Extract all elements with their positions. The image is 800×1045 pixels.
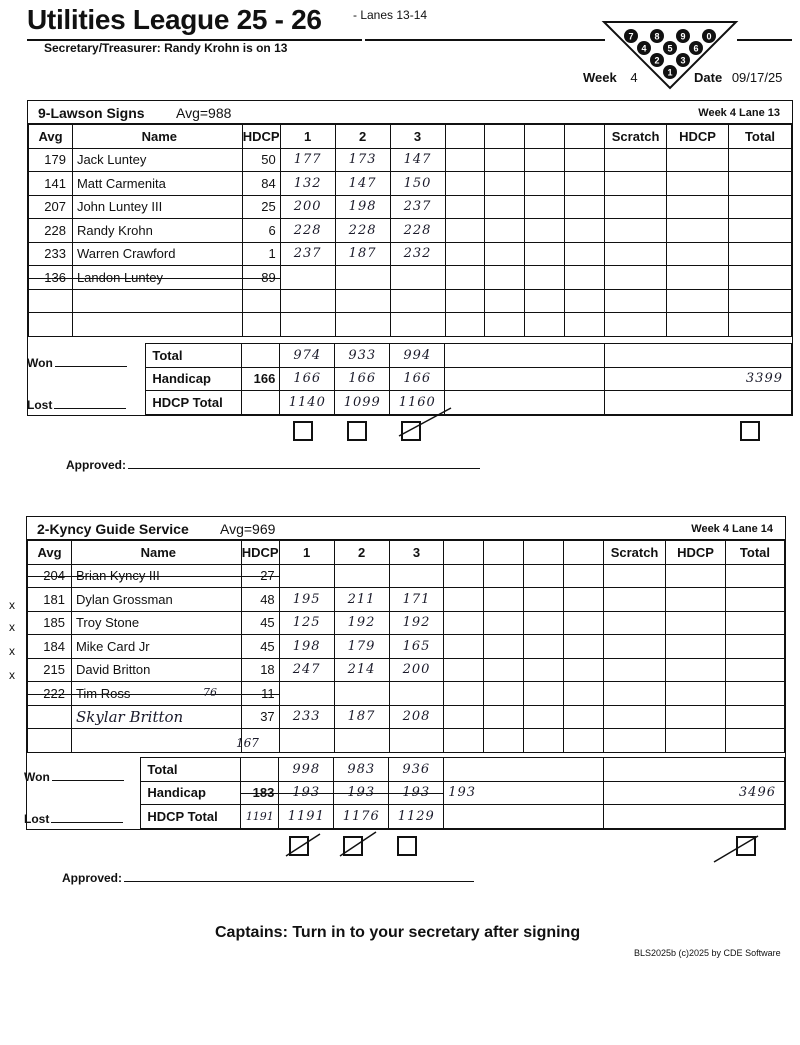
team1-handicap-value: 166 xyxy=(242,367,280,391)
player-avg: 228 xyxy=(29,219,73,243)
team1-hdcptotal-g1: 1140 xyxy=(280,391,335,415)
player-row xyxy=(29,219,792,243)
player-avg xyxy=(28,705,72,729)
player-game2 xyxy=(334,682,389,706)
team2-hdcptotal-g1: 1191 xyxy=(279,805,334,829)
team2-hdcp-total-row xyxy=(27,805,785,829)
secretary-note: Secretary/Treasurer: Randy Krohn is on 13 xyxy=(44,41,288,55)
player-game1: 237 xyxy=(280,242,335,266)
player-row xyxy=(28,588,785,612)
player-game2: 173 xyxy=(335,148,390,172)
team2-column-headers xyxy=(28,541,785,565)
player-game1: 177 xyxy=(280,148,335,172)
week-value: 4 xyxy=(630,70,638,85)
player-row xyxy=(28,682,785,706)
team1-total-checkbox[interactable] xyxy=(740,421,760,441)
margin-x-mark: x xyxy=(9,644,15,658)
team2-total-row xyxy=(27,758,785,782)
team1-total-g2: 933 xyxy=(335,344,390,368)
col-hdcp: HDCP xyxy=(241,541,279,565)
team1-grand-total: 3399 xyxy=(605,367,792,391)
team1-game1-checkbox[interactable] xyxy=(293,421,313,441)
pin-number: 1 xyxy=(667,67,673,78)
player-hdcp: 89 xyxy=(242,266,280,290)
team1-header xyxy=(28,101,792,124)
team1-avg: Avg=988 xyxy=(176,105,232,121)
team2-lost xyxy=(24,812,123,826)
player-game3 xyxy=(389,682,444,706)
col-scratch: Scratch xyxy=(604,541,666,565)
player-game3: 200 xyxy=(389,658,444,682)
date-label: Date xyxy=(694,70,723,85)
player-name: Troy Stone xyxy=(71,611,241,635)
player-hdcp: 6 xyxy=(242,219,280,243)
handicap-label: Handicap xyxy=(141,781,241,805)
approved-signature-line[interactable] xyxy=(128,468,480,469)
team1-name: 9-Lawson Signs xyxy=(38,105,145,121)
pin-number: 4 xyxy=(641,43,647,54)
player-game2: 214 xyxy=(334,658,389,682)
team2-hdcptotal-g3: 1129 xyxy=(389,805,444,829)
player-game1 xyxy=(279,564,334,588)
software-credit: BLS2025b (c)2025 by CDE Software xyxy=(634,948,781,958)
approved-label: Approved: xyxy=(62,871,122,885)
handwritten-note: 167 xyxy=(236,736,259,750)
player-game2: 228 xyxy=(335,219,390,243)
player-hdcp: 1 xyxy=(242,242,280,266)
player-game1: 198 xyxy=(279,635,334,659)
player-game1: 132 xyxy=(280,172,335,196)
team1-handicap-row xyxy=(28,367,792,391)
col-total: Total xyxy=(725,541,784,565)
player-row xyxy=(28,611,785,635)
lanes-label: - Lanes 13-14 xyxy=(353,8,428,22)
lost-label: Lost xyxy=(24,812,50,826)
player-game3 xyxy=(390,266,445,290)
team2-avg: Avg=969 xyxy=(220,521,276,537)
pin-number: 6 xyxy=(693,43,699,54)
player-row xyxy=(29,172,792,196)
player-hdcp: 37 xyxy=(241,705,279,729)
player-hdcp: 27 xyxy=(241,564,279,588)
player-game2: 187 xyxy=(335,242,390,266)
player-row xyxy=(28,658,785,682)
team1-sheet xyxy=(27,100,793,416)
date-header xyxy=(694,70,782,85)
team2-hdcp-g3: 193 xyxy=(389,781,444,805)
check-mark-icon xyxy=(280,826,410,862)
player-hdcp: 48 xyxy=(241,588,279,612)
player-avg: 204 xyxy=(28,564,72,588)
col-game3: 3 xyxy=(389,541,444,565)
player-hdcp: 45 xyxy=(241,611,279,635)
pin-number: 5 xyxy=(667,43,673,54)
hdcp-total-label: HDCP Total xyxy=(141,805,241,829)
player-row xyxy=(29,313,792,337)
team2-hdcptotal-g2: 1176 xyxy=(334,805,389,829)
team1-hdcp-g2: 166 xyxy=(335,367,390,391)
col-hdcp: HDCP xyxy=(242,125,280,149)
team2-header xyxy=(27,517,785,540)
team2-sheet xyxy=(26,516,786,830)
team2-hdcp-extra: 193 xyxy=(444,781,604,805)
player-game3: 192 xyxy=(389,611,444,635)
player-name: Randy Krohn xyxy=(72,219,242,243)
player-name: Matt Carmenita xyxy=(72,172,242,196)
player-game3: 147 xyxy=(390,148,445,172)
approved-signature-line[interactable] xyxy=(124,881,474,882)
player-avg: 215 xyxy=(28,658,72,682)
player-name: Jack Luntey xyxy=(72,148,242,172)
check-mark-icon xyxy=(710,830,766,866)
player-game2 xyxy=(334,564,389,588)
won-line[interactable] xyxy=(55,366,127,367)
team2-name: 2-Kyncy Guide Service xyxy=(37,521,189,537)
col-hdcp-total: HDCP xyxy=(667,125,729,149)
player-game2: 187 xyxy=(334,705,389,729)
player-game1 xyxy=(280,266,335,290)
team2-grand-total: 3496 xyxy=(604,781,785,805)
col-game3: 3 xyxy=(390,125,445,149)
check-mark-icon xyxy=(395,404,457,440)
player-game1: 233 xyxy=(279,705,334,729)
team2-score-grid xyxy=(27,540,785,753)
player-game1: 247 xyxy=(279,658,334,682)
player-avg: 184 xyxy=(28,635,72,659)
team1-score-grid xyxy=(28,124,792,337)
player-game2: 179 xyxy=(334,635,389,659)
player-hdcp: 25 xyxy=(242,195,280,219)
player-game3: 165 xyxy=(389,635,444,659)
won-label: Won xyxy=(27,356,53,370)
league-title: Utilities League 25 - 26 xyxy=(27,4,322,35)
team2-total-g3: 936 xyxy=(389,758,444,782)
player-avg: 179 xyxy=(29,148,73,172)
player-row xyxy=(28,705,785,729)
team1-hdcp-g3: 166 xyxy=(390,367,445,391)
player-game1: 195 xyxy=(279,588,334,612)
handwritten-note-2: 76 xyxy=(203,686,217,699)
col-avg: Avg xyxy=(29,125,73,149)
player-hdcp: 45 xyxy=(241,635,279,659)
team2-handicap-value: 183 xyxy=(241,781,279,805)
lost-line[interactable] xyxy=(51,822,123,823)
player-row xyxy=(29,195,792,219)
player-game1: 228 xyxy=(280,219,335,243)
player-game3: 237 xyxy=(390,195,445,219)
player-game3: 150 xyxy=(390,172,445,196)
total-label: Total xyxy=(141,758,241,782)
player-row xyxy=(29,148,792,172)
team1-hdcptotal-g2: 1099 xyxy=(335,391,390,415)
player-game2: 198 xyxy=(335,195,390,219)
player-game1 xyxy=(279,682,334,706)
team1-lost xyxy=(27,398,126,412)
date-value: 09/17/25 xyxy=(731,70,783,85)
player-hdcp: 11 xyxy=(241,682,279,706)
player-row xyxy=(28,564,785,588)
player-avg: 222 xyxy=(28,682,72,706)
pin-number: 0 xyxy=(706,31,712,42)
week-label: Week xyxy=(583,70,617,85)
col-avg: Avg xyxy=(28,541,72,565)
won-line[interactable] xyxy=(52,780,124,781)
player-name: Warren Crawford xyxy=(72,242,242,266)
player-game3 xyxy=(389,564,444,588)
player-name: John Luntey III xyxy=(72,195,242,219)
player-row xyxy=(29,266,792,290)
team2-hdcp-g2: 193 xyxy=(334,781,389,805)
lost-label: Lost xyxy=(27,398,53,412)
player-avg: 136 xyxy=(29,266,73,290)
team2-totals xyxy=(27,757,785,829)
team2-won xyxy=(24,770,124,784)
team2-total-g2: 983 xyxy=(334,758,389,782)
pin-number: 9 xyxy=(680,31,686,42)
player-game3: 228 xyxy=(390,219,445,243)
player-name: Brian Kyncy III xyxy=(71,564,241,588)
week-header xyxy=(583,70,638,85)
pin-number: 2 xyxy=(654,55,660,66)
team1-game2-checkbox[interactable] xyxy=(347,421,367,441)
player-avg: 233 xyxy=(29,242,73,266)
team2-hdcp-g1: 193 xyxy=(279,781,334,805)
team1-week-lane: Week 4 Lane 13 xyxy=(698,107,780,119)
player-game1: 125 xyxy=(279,611,334,635)
handicap-label: Handicap xyxy=(146,367,242,391)
team1-total-g1: 974 xyxy=(280,344,335,368)
player-game2: 147 xyxy=(335,172,390,196)
player-game2: 211 xyxy=(334,588,389,612)
pin-number: 8 xyxy=(654,31,660,42)
player-game1: 200 xyxy=(280,195,335,219)
col-name: Name xyxy=(71,541,241,565)
player-game3: 171 xyxy=(389,588,444,612)
player-hdcp: 50 xyxy=(242,148,280,172)
player-avg: 185 xyxy=(28,611,72,635)
col-game1: 1 xyxy=(280,125,335,149)
player-avg: 207 xyxy=(29,195,73,219)
player-hdcp: 84 xyxy=(242,172,280,196)
lost-line[interactable] xyxy=(54,408,126,409)
col-hdcp-total: HDCP xyxy=(666,541,726,565)
header-rule xyxy=(365,39,605,41)
team1-approved xyxy=(66,458,480,472)
team1-hdcp-g1: 166 xyxy=(280,367,335,391)
team1-total-row xyxy=(28,344,792,368)
player-name: Dylan Grossman xyxy=(71,588,241,612)
player-game2 xyxy=(335,266,390,290)
col-name: Name xyxy=(72,125,242,149)
margin-x-mark: x xyxy=(9,620,15,634)
player-row xyxy=(28,635,785,659)
col-scratch: Scratch xyxy=(605,125,667,149)
col-game1: 1 xyxy=(279,541,334,565)
margin-x-mark: x xyxy=(9,598,15,612)
player-avg: 181 xyxy=(28,588,72,612)
approved-label: Approved: xyxy=(66,458,126,472)
pin-number: 3 xyxy=(680,55,686,66)
team1-total-g3: 994 xyxy=(390,344,445,368)
total-label: Total xyxy=(146,344,242,368)
captains-note: Captains: Turn in to your secretary after signing xyxy=(215,924,581,941)
won-label: Won xyxy=(24,770,50,784)
player-name: David Britton xyxy=(71,658,241,682)
player-row xyxy=(29,242,792,266)
team1-column-headers xyxy=(29,125,792,149)
player-name: Mike Card Jr xyxy=(71,635,241,659)
team1-hdcptotal-g3: 1160 xyxy=(390,391,445,415)
hdcp-total-label: HDCP Total xyxy=(146,391,242,415)
col-game2: 2 xyxy=(335,125,390,149)
player-row xyxy=(29,289,792,313)
team2-approved xyxy=(62,871,474,885)
player-game3: 208 xyxy=(389,705,444,729)
player-avg: 141 xyxy=(29,172,73,196)
player-name: Landon Luntey xyxy=(72,266,242,290)
team2-hdcptotal-left: 1191 xyxy=(241,805,279,829)
pin-number: 7 xyxy=(628,31,634,42)
team2-total-g1: 998 xyxy=(279,758,334,782)
col-total: Total xyxy=(729,125,792,149)
player-row xyxy=(28,729,785,753)
header-rule xyxy=(737,39,792,41)
player-game3: 232 xyxy=(390,242,445,266)
player-name: Tim Ross xyxy=(71,682,241,706)
player-game2: 192 xyxy=(334,611,389,635)
team2-week-lane: Week 4 Lane 14 xyxy=(691,523,773,535)
col-game2: 2 xyxy=(334,541,389,565)
margin-x-mark: x xyxy=(9,668,15,682)
team1-won xyxy=(27,356,127,370)
team2-handicap-row xyxy=(27,781,785,805)
player-name: Skylar Britton xyxy=(71,705,241,729)
player-hdcp: 18 xyxy=(241,658,279,682)
